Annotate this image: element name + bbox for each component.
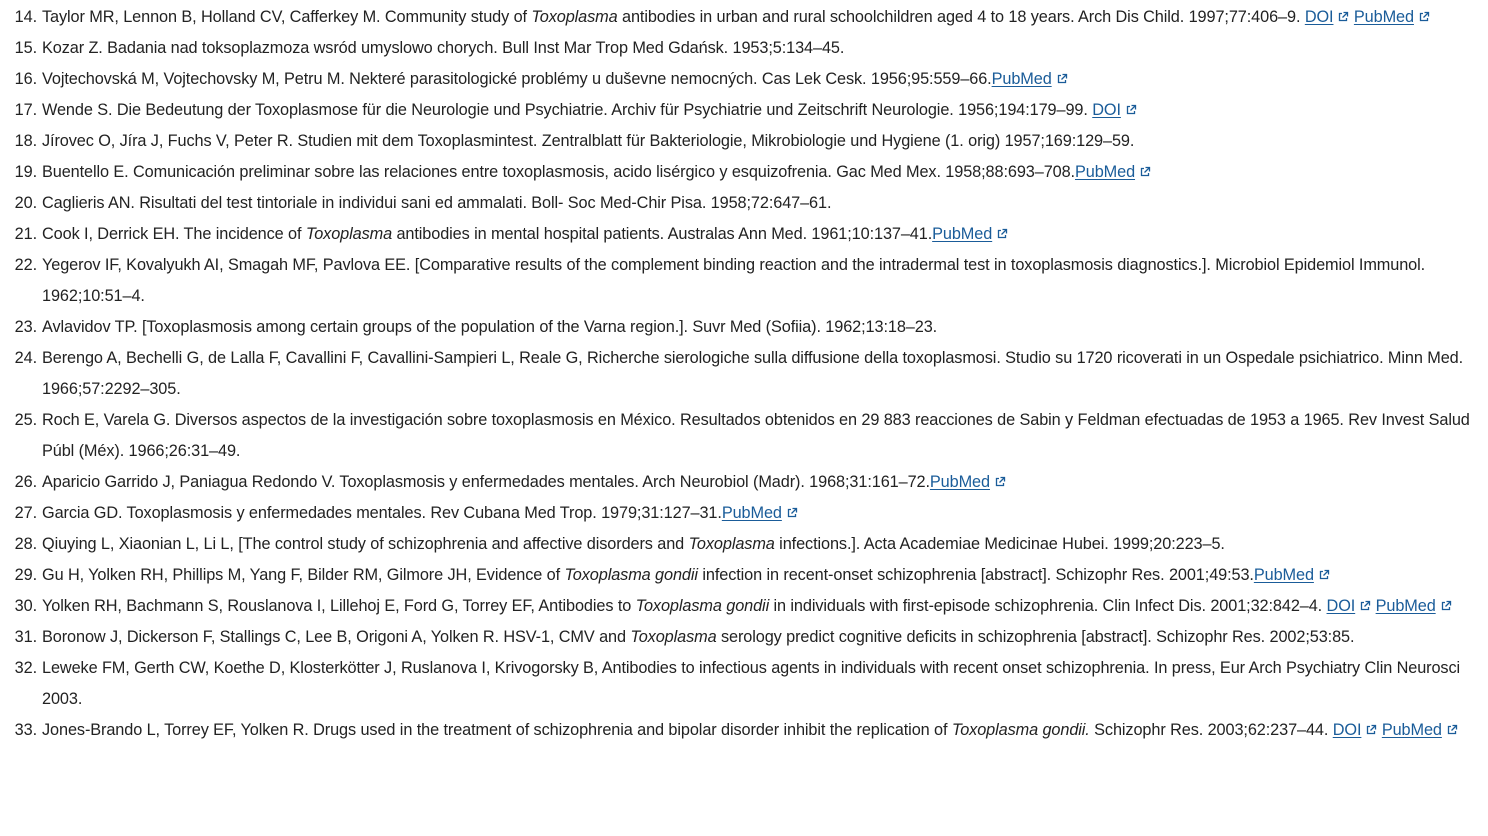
pubmed-link[interactable]: PubMed [1375,597,1436,615]
text-segment: Berengo A, Bechelli G, de Lalla F, Cavallini F, Cavallini-Sampieri L, Reale G, Richerche sierologiche sulla diffusione della toxoplasmosi. Studio su 1720 ricoverati in un Ospedale psichiatrico. Minn Med. 1966;57:2292–305. [42,349,1464,398]
reference-item [10,343,1480,405]
reference-text [37,467,1480,498]
pubmed-link[interactable]: PubMed [1381,721,1442,739]
pubmed-link[interactable]: PubMed [1353,8,1414,26]
reference-number: 18. [14,132,37,150]
reference-item [10,33,1480,64]
italic-text: Toxoplasma [531,8,618,26]
reference-number: 32. [14,659,37,677]
pubmed-link[interactable]: PubMed [721,504,782,522]
text-segment: in individuals with first-episode schizophrenia. Clin Infect Dis. 2001;32:842–4. [769,597,1327,615]
reference-number: 19. [14,163,37,181]
text-segment: Qiuying L, Xiaonian L, Li L, [The control study of schizophrenia and affective disorders and [42,535,689,553]
reference-number: 17. [14,101,37,119]
reference-text [37,715,1480,746]
text-segment: Caglieris AN. Risultati del test tintoriale in individui sani ed ammalati. Boll- Soc Med-Chir Pisa. 1958;72:647–61. [42,194,832,212]
pubmed-link[interactable]: PubMed [991,70,1052,88]
text-segment: Aparicio Garrido J, Paniagua Redondo V. Toxoplasmosis y enfermedades mentales. Arch Neurobiol (Madr). 1968;31:161–72. [42,473,930,491]
text-segment: infection in recent-onset schizophrenia [abstract]. Schizophr Res. 2001;49:53. [697,566,1254,584]
reference-number: 22. [14,256,37,274]
text-segment: Avlavidov TP. [Toxoplasmosis among certain groups of the population of the Varna region.]. Suvr Med (Sofiia). 1962;13:18–23. [42,318,938,336]
text-segment: Buentello E. Comunicación preliminar sobre las relaciones entre toxoplasmosis, acido lisérgico y esquizofrenia. Gac Med Mex. 1958;88:693–708. [42,163,1075,181]
reference-text [37,653,1480,715]
reference-text [37,95,1480,126]
reference-number: 16. [14,70,37,88]
reference-item [10,95,1480,126]
reference-item [10,715,1480,746]
doi-link[interactable]: DOI [1326,597,1356,615]
reference-number: 31. [14,628,37,646]
text-segment: Leweke FM, Gerth CW, Koethe D, Klosterkötter J, Ruslanova I, Krivogorsky B, Antibodies to infectious agents in individuals with recent onset schizophrenia. In press, Eur Arch Psychiatry Clin Neurosci 2003. [42,659,1461,708]
reference-text [37,2,1480,33]
reference-number: 33. [14,721,37,739]
doi-link[interactable]: DOI [1304,8,1334,26]
external-link-icon [1418,11,1430,23]
reference-text [37,219,1480,250]
pubmed-link[interactable]: PubMed [932,225,993,243]
external-link-icon [1337,11,1349,23]
text-segment: Vojtechovská M, Vojtechovsky M, Petru M. Nekteré parasitologické problémy u duševne nemocných. Cas Lek Cesk. 1956;95:559–66. [42,70,992,88]
text-segment: Yegerov IF, Kovalyukh AI, Smagah MF, Pavlova EE. [Comparative results of the complement binding reaction and the intradermal test in toxoplasmosis diagnostics.]. Microbiol Epidemiol Immunol. 1962;10:51–4. [42,256,1426,305]
reference-number: 15. [14,39,37,57]
reference-item [10,405,1480,467]
text-segment: Yolken RH, Bachmann S, Rouslanova I, Lillehoj E, Ford G, Torrey EF, Antibodies to [42,597,636,615]
italic-text: Toxoplasma [688,535,775,553]
italic-text: Toxoplasma [305,225,393,243]
reference-number: 23. [14,318,37,336]
reference-number: 29. [14,566,37,584]
italic-text: Toxoplasma gondii. [951,721,1090,739]
reference-item [10,64,1480,95]
reference-text [37,498,1480,529]
reference-number: 28. [14,535,37,553]
external-link-icon [994,476,1006,488]
reference-item [10,188,1480,219]
reference-text [37,188,1480,219]
text-segment: antibodies in urban and rural schoolchildren aged 4 to 18 years. Arch Dis Child. 1997;77:406–9. [617,8,1305,26]
text-segment: Wende S. Die Bedeutung der Toxoplasmose für die Neurologie und Psychiatrie. Archiv für Psychiatrie und Zeitschrift Neurologie. 1956;194:179–99. [42,101,1093,119]
reference-number: 21. [14,225,37,243]
text-segment: Garcia GD. Toxoplasmosis y enfermedades mentales. Rev Cubana Med Trop. 1979;31:127–31. [42,504,722,522]
reference-number: 27. [14,504,37,522]
pubmed-link[interactable]: PubMed [929,473,990,491]
reference-number: 14. [14,8,37,26]
external-link-icon [1056,73,1068,85]
reference-number: 30. [14,597,37,615]
reference-item [10,622,1480,653]
reference-text [37,405,1480,467]
doi-link[interactable]: DOI [1332,721,1362,739]
external-link-icon [1139,166,1151,178]
external-link-icon [1318,569,1330,581]
external-link-icon [1446,724,1458,736]
text-segment: Kozar Z. Badania nad toksoplazmoza wsród umyslowo chorych. Bull Inst Mar Trop Med Gdańsk. 1953;5:134–45. [42,39,845,57]
external-link-icon [1365,724,1377,736]
reference-item [10,126,1480,157]
reference-text [37,591,1480,622]
reference-text [37,560,1480,591]
reference-item [10,157,1480,188]
text-segment: Jírovec O, Jíra J, Fuchs V, Peter R. Studien mit dem Toxoplasmintest. Zentralblatt für Bakteriologie, Mikrobiologie und Hygiene (1. orig) 1957;169:129–59. [42,132,1135,150]
text-segment: Jones-Brando L, Torrey EF, Yolken R. Drugs used in the treatment of schizophrenia and bipolar disorder inhibit the replication of [42,721,952,739]
pubmed-link[interactable]: PubMed [1074,163,1136,181]
reference-item [10,2,1480,33]
reference-text [37,622,1480,653]
reference-item [10,467,1480,498]
italic-text: Toxoplasma gondii [635,597,770,615]
reference-text [37,312,1480,343]
external-link-icon [996,228,1008,240]
reference-number: 24. [14,349,37,367]
reference-item [10,653,1480,715]
reference-text [37,126,1480,157]
reference-number: 25. [14,411,37,429]
text-segment: Boronow J, Dickerson F, Stallings C, Lee B, Origoni A, Yolken R. HSV-1, CMV and [42,628,631,646]
text-segment: serology predict cognitive deficits in schizophrenia [abstract]. Schizophr Res. 2002;53:85. [716,628,1355,646]
text-segment: Roch E, Varela G. Diversos aspectos de la investigación sobre toxoplasmosis en México. Resultados obtenidos en 29 883 reacciones de Sabin y Feldman efectuadas de 1953 a 1965. Rev Invest Salud Públ (Méx). 1966;26:31–49. [42,411,1470,460]
reference-number: 20. [14,194,37,212]
italic-text: Toxoplasma gondii [564,566,698,584]
reference-item [10,498,1480,529]
external-link-icon [1440,600,1452,612]
external-link-icon [786,507,798,519]
reference-text [37,64,1480,95]
text-segment: Gu H, Yolken RH, Phillips M, Yang F, Bilder RM, Gilmore JH, Evidence of [42,566,565,584]
text-segment: Taylor MR, Lennon B, Holland CV, Cafferkey M. Community study of [42,8,532,26]
external-link-icon [1125,104,1137,116]
text-segment: Schizophr Res. 2003;62:237–44. [1089,721,1333,739]
text-segment: infections.]. Acta Academiae Medicinae Hubei. 1999;20:223–5. [774,535,1225,553]
reference-item [10,312,1480,343]
external-link-icon [1359,600,1371,612]
text-segment: Cook I, Derrick EH. The incidence of [42,225,306,243]
pubmed-link[interactable]: PubMed [1253,566,1314,584]
italic-text: Toxoplasma [630,628,717,646]
reference-text [37,33,1480,64]
reference-text [37,250,1480,312]
reference-text [37,343,1480,405]
reference-text [37,157,1480,188]
reference-item [10,529,1480,560]
doi-link[interactable]: DOI [1092,101,1121,119]
reference-number: 26. [14,473,37,491]
text-segment: antibodies in mental hospital patients. Australas Ann Med. 1961;10:137–41. [392,225,933,243]
reference-item [10,219,1480,250]
reference-item [10,560,1480,591]
reference-item [10,591,1480,622]
reference-text [37,529,1480,560]
reference-item [10,250,1480,312]
